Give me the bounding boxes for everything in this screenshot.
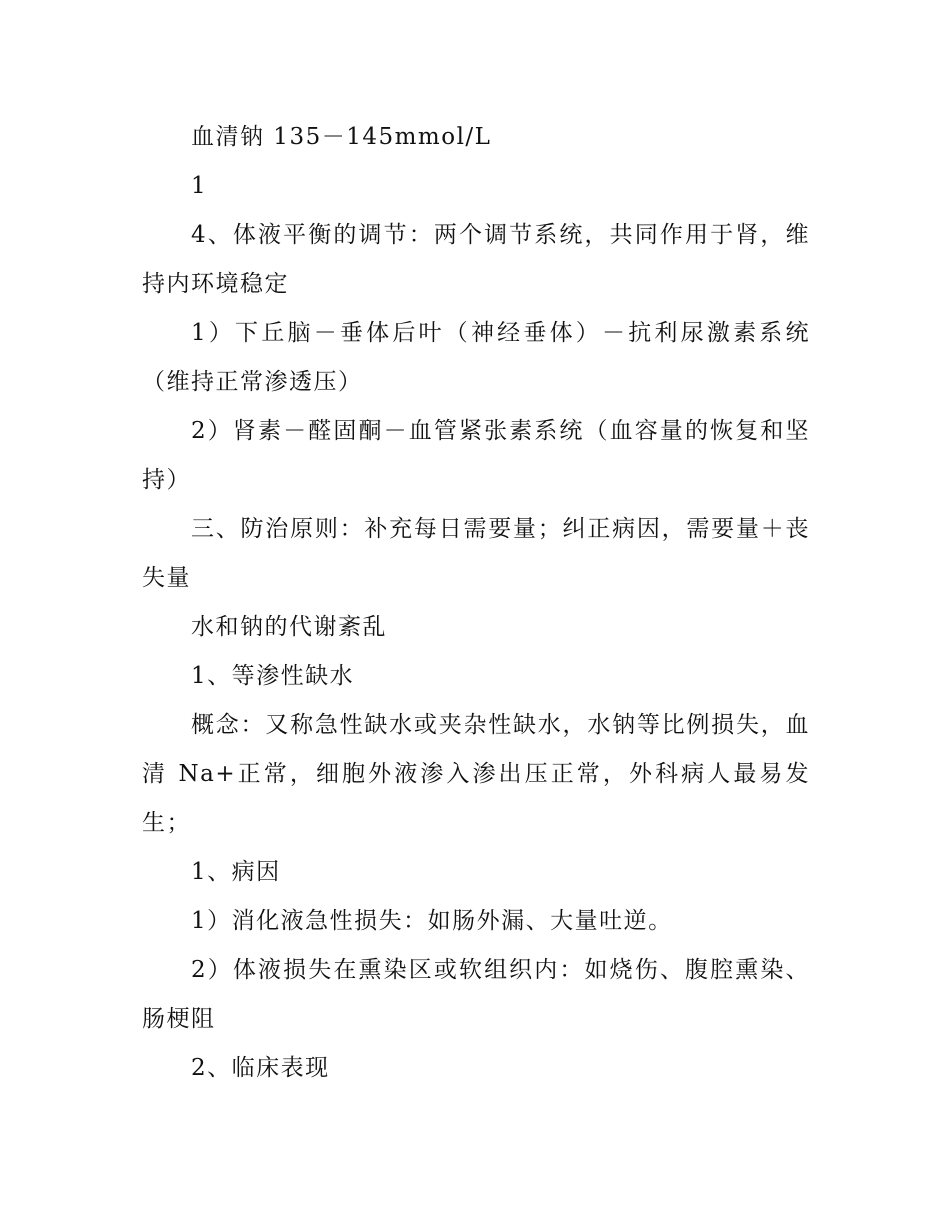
document-body [142,113,810,1093]
section-heading-water-sodium: 水和钠的代谢紊乱 [191,614,387,640]
heading-etiology: 1、病因 [191,859,281,885]
paragraph-etiology-2: 2）体液损失在熏染区或软组织内：如烧伤、腹腔熏染、肠梗阻 [142,957,810,1032]
paragraph-page-number: 1 [191,173,208,199]
heading-clinical-manifestations: 2、临床表现 [191,1055,330,1081]
paragraph-concept: 概念：又称急性缺水或夹杂性缺水，水钠等比例损失，血清 Na+正常，细胞外液渗入渗出压正常，外科病人最易发生； [142,712,810,836]
paragraph-etiology-1: 1）消化液急性损失：如肠外漏、大量吐逆。 [191,908,673,934]
paragraph-adh-system: 1）下丘脑－垂体后叶（神经垂体）－抗利尿激素系统（维持正常渗透压） [142,320,810,395]
heading-isotonic-dehydration: 1、等渗性缺水 [191,663,355,689]
paragraph-prevention-principles: 三、防治原则：补充每日需要量；纠正病因，需要量＋丧失量 [142,516,810,591]
paragraph-fluid-balance-regulation: 4、体液平衡的调节：两个调节系统，共同作用于肾，维持内环境稳定 [142,222,810,297]
paragraph-raas-system: 2）肾素－醛固酮－血管紧张素系统（血容量的恢复和坚持） [142,418,810,493]
paragraph-serum-sodium: 血清钠 135－145mmol/L [191,124,492,150]
